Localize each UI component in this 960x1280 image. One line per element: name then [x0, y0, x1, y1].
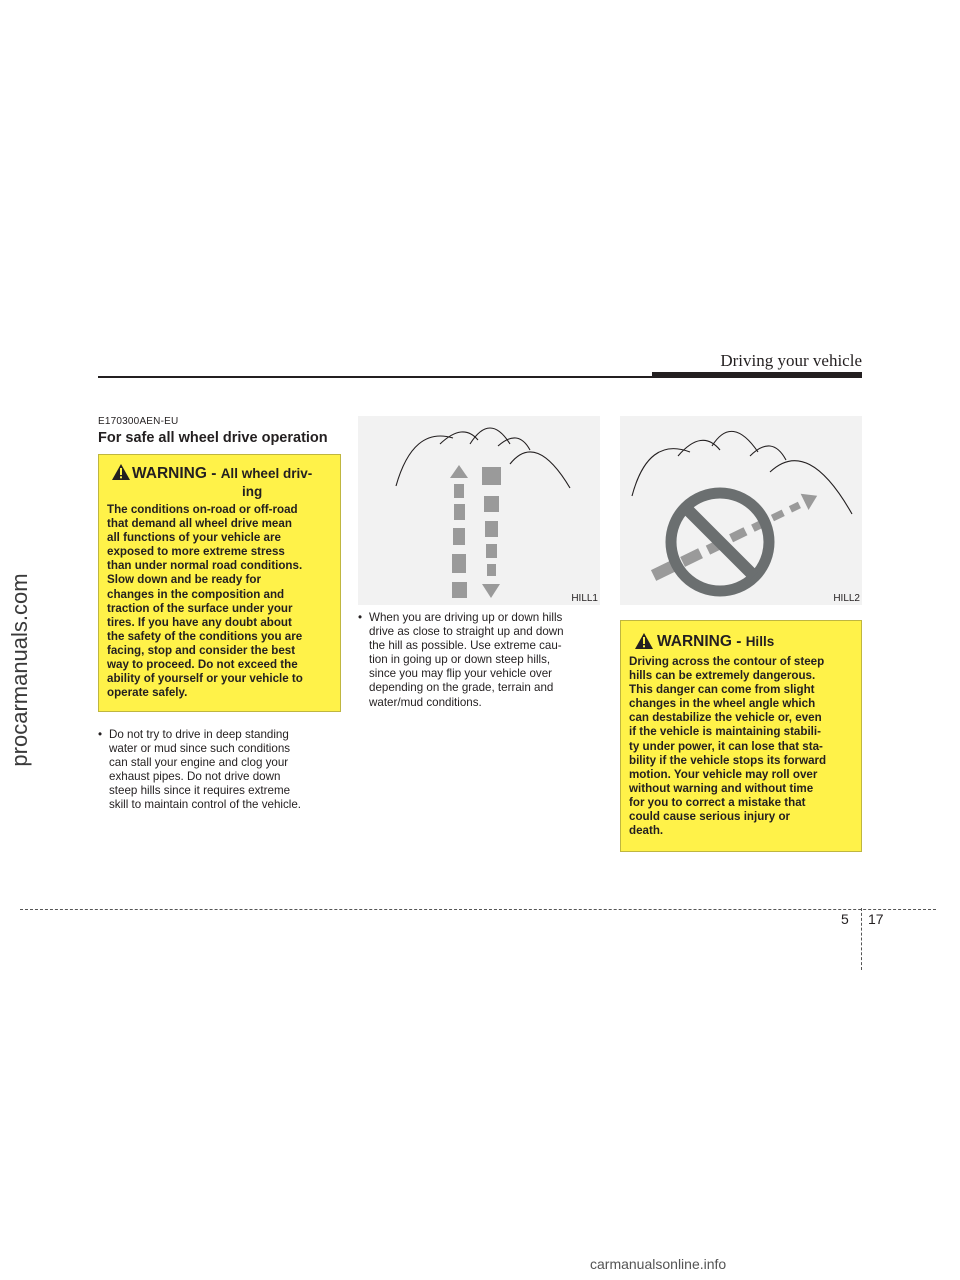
warning-label: WARNING - [132, 465, 221, 482]
warning-line: bility if the vehicle stops its forward [629, 753, 827, 767]
warning-line: the safety of the conditions you are [107, 629, 303, 643]
section-title: Driving your vehicle [720, 351, 862, 370]
bullet-hills: • When you are driving up or down hills drive as close to straight up and down the hill as possible. Use extreme cau- tion in going up or down steep hills, since you may flip your vehicle over depending on the grade, terrain and water/mud conditions. [358, 611, 564, 709]
warning-body [629, 655, 855, 838]
header-bar [652, 372, 862, 378]
bullet-deep-water: • Do not try to drive in deep standing water or mud since such conditions can stall your engine and clog your exhaust pipes. Do not drive down steep hills since it requires extreme skill to maintain control of the vehicle. [98, 728, 302, 812]
subheading: For safe all wheel drive operation [98, 430, 328, 446]
figure-hill1 [358, 416, 600, 605]
footer-dashed-divider [861, 908, 862, 970]
warning-heading [132, 465, 312, 482]
section-code: E170300AEN-EU [98, 416, 179, 427]
page-number: 17 [868, 911, 884, 927]
warning-line: than under normal road conditions. [107, 559, 303, 573]
bottom-watermark: carmanualsonline.info [590, 1256, 727, 1272]
warning-box-awd [98, 454, 341, 712]
side-watermark-text: procarmanuals.com [7, 573, 32, 767]
warning-line: The conditions on-road or off-road [107, 503, 298, 516]
warning-line: hills can be extremely dangerous. [629, 669, 816, 683]
bullet-dot: • [98, 728, 103, 741]
warning-line: motion. Your vehicle may roll over [629, 767, 818, 781]
warning-line: could cause serious injury or [629, 810, 791, 824]
warning-line: changes in the wheel angle which [629, 697, 816, 711]
warning-line: Slow down and be ready for [107, 573, 261, 587]
hill-across-prohibited-illustration [620, 416, 862, 605]
warning-topic-cont: ing [242, 484, 263, 499]
warning-line: operate safely. [107, 686, 188, 700]
side-watermark [2, 390, 38, 950]
warning-triangle-icon [635, 633, 653, 649]
prohibition-icon [671, 493, 769, 591]
warning-line: without warning and without time [629, 781, 814, 795]
warning-line: exposed to more extreme stress [107, 545, 285, 559]
warning-line: changes in the composition and [107, 587, 285, 601]
chapter-number: 5 [841, 911, 849, 927]
hill-straight-illustration [358, 416, 600, 605]
figure-label-hill2: HILL2 [833, 593, 860, 604]
warning-label: WARNING - [657, 633, 746, 650]
warning-line: death. [629, 824, 664, 838]
warning-triangle-icon [112, 464, 130, 480]
header-rule [98, 376, 652, 378]
warning-line: Driving across the contour of steep [629, 655, 825, 668]
warning-line: facing, stop and consider the best [107, 643, 296, 657]
warning-line: tires. If you have any doubt about [107, 615, 292, 629]
figure-hill2 [620, 416, 862, 605]
warning-box-hills [620, 620, 862, 852]
figure-label-hill1: HILL1 [571, 593, 598, 604]
warning-line: This danger can come from slight [629, 683, 815, 697]
warning-line: all functions of your vehicle are [107, 531, 281, 545]
warning-line: traction of the surface under your [107, 601, 293, 615]
warning-line: for you to correct a mistake that [629, 795, 806, 809]
warning-line: if the vehicle is maintaining stabili- [629, 725, 821, 739]
warning-line: that demand all wheel drive mean [107, 517, 292, 531]
footer-dashed-rule [20, 909, 936, 910]
bullet-dot: • [358, 611, 363, 624]
warning-line: ty under power, it can lose that sta- [629, 739, 823, 753]
warning-line: can destabilize the vehicle or, even [629, 711, 822, 725]
warning-topic: All wheel driv- [220, 466, 313, 481]
warning-body [107, 503, 333, 700]
warning-topic: Hills [745, 634, 775, 649]
warning-heading [657, 633, 774, 650]
warning-line: way to proceed. Do not exceed the [107, 658, 298, 672]
warning-line: ability of yourself or your vehicle to [107, 672, 303, 686]
